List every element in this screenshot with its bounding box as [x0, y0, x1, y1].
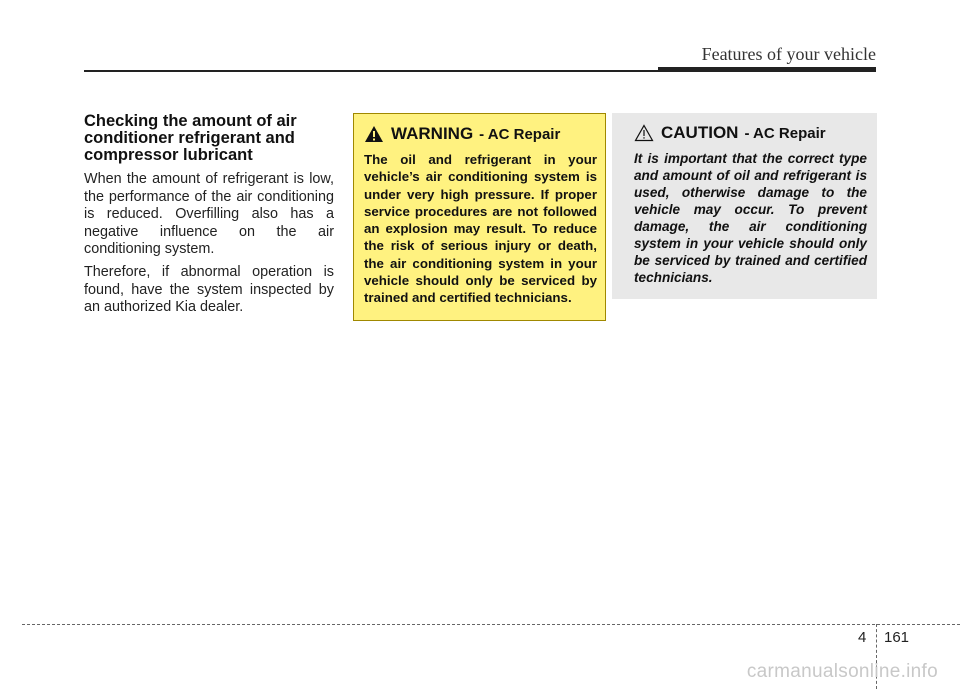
page-number: 161 — [884, 629, 910, 646]
warning-triangle-icon — [364, 125, 384, 143]
section-paragraph-2: Therefore, if abnormal operation is found, have the system inspected by an authorized Kia dealer. — [84, 263, 334, 316]
warning-label: WARNING — [391, 124, 474, 143]
caution-body: It is important that the correct type and amount of oil and refrigerant is used, otherwise damage to the vehicle may occur. To prevent damage, the air conditioning system in your vehicle should only be serviced by trained and certified technicians. — [634, 151, 867, 285]
caution-box — [612, 113, 877, 299]
caution-title — [634, 123, 867, 143]
page-chapter-number: 4 — [858, 629, 867, 646]
footer-rule — [22, 624, 960, 625]
section-heading: Checking the amount of air conditioner refrigerant and compressor lubricant — [84, 112, 297, 164]
warning-subtitle: - AC Repair — [479, 125, 561, 143]
page-header-title: Features of your vehicle — [701, 44, 876, 64]
caution-subtitle: - AC Repair — [744, 124, 826, 142]
caution-label: CAUTION — [661, 123, 739, 142]
section-checking-refrigerant — [84, 113, 334, 322]
warning-body: The oil and refrigerant in your vehicle’s air conditioning system is under very high pressure. If proper service procedures are not followed an explosion may result. To reduce the risk of serious injury or death, the air conditioning system in your vehicle should only be serviced by trained and certified technicians. — [364, 152, 597, 306]
warning-box — [353, 113, 606, 321]
watermark: carmanualsonline.info — [746, 661, 938, 682]
section-paragraph-1: When the amount of refrigerant is low, the performance of the air conditioning is reduced. Overfilling also has a negative influence on the air conditioning system. — [84, 171, 334, 258]
warning-title — [364, 124, 597, 144]
caution-triangle-icon — [634, 124, 654, 142]
header-rule-accent — [658, 67, 876, 72]
